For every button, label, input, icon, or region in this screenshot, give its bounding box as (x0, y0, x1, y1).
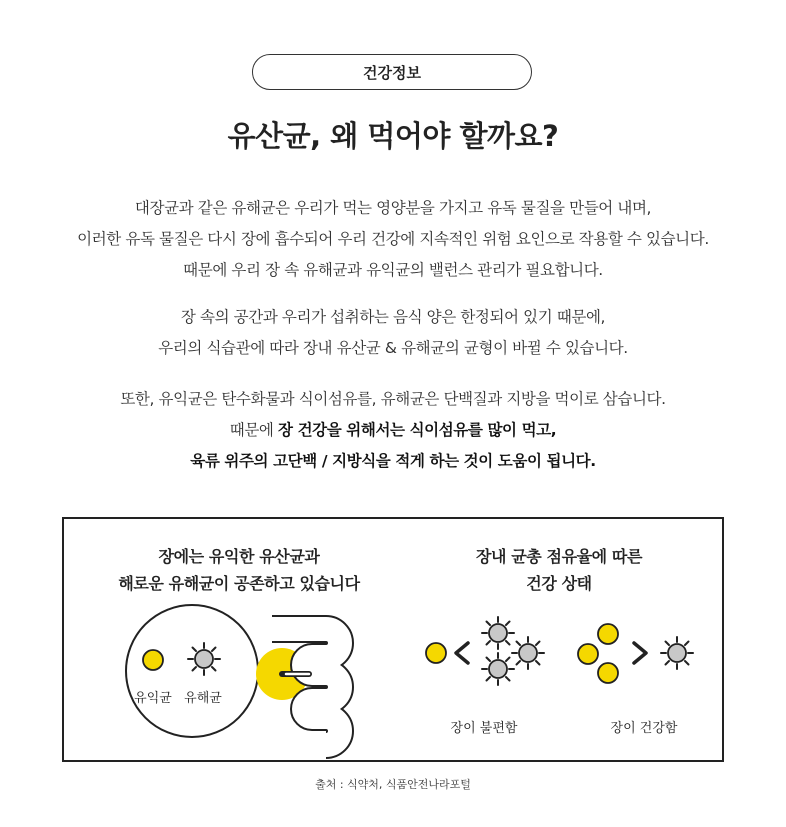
paragraph-line: 장 속의 공간과 우리가 섭취하는 음식 양은 한정되어 있기 때문에, (180, 308, 606, 326)
emphasis-line-1: 때문에 장 건강을 위해서는 식이섬유를 많이 먹고, (229, 421, 557, 439)
unhealthy-label: 장이 불편함 (450, 721, 518, 736)
yellow-dot-icon (426, 643, 446, 663)
yellow-dot-icon (598, 663, 618, 683)
paragraph-2 (0, 302, 786, 364)
paragraph-line: 대장균과 같은 유해균은 우리가 먹는 영양분을 가지고 유독 물질을 만들어 내며, (134, 199, 652, 217)
category-tag: 건강정보 (252, 54, 532, 90)
source-caption: 출처 : 식약처, 식품안전나라포털 (315, 778, 471, 791)
page-title: 유산균, 왜 먹어야 할까요? (227, 119, 559, 153)
paragraph-line: 이러한 유독 물질은 다시 장에 흡수되어 우리 건강에 지속적인 위험 요인으로 작용할 수 있습니다. (77, 230, 709, 248)
paragraph-line: 때문에 우리 장 속 유해균과 유익균의 밸런스 관리가 필요합니다. (183, 261, 603, 279)
sun-shaped-bacteria-icon (482, 617, 544, 685)
diagram-box (62, 517, 724, 762)
yellow-dot-icon (598, 624, 618, 644)
paragraph-line: 우리의 식습관에 따라 장내 유산균 & 유해균의 균형이 바뀔 수 있습니다. (158, 339, 628, 357)
paragraph-line: 또한, 유익균은 탄수화물과 식이섬유를, 유해균은 단백질과 지방을 먹이로 삼습니다. (120, 390, 666, 408)
healthy-label: 장이 건강함 (610, 721, 678, 736)
yellow-dot-icon (578, 644, 598, 664)
paragraph-1 (0, 193, 786, 286)
harmful-label: 유해균 (184, 691, 222, 706)
greater-than-icon (634, 643, 646, 663)
right-diagram-title: 장내 균총 점유율에 따른 건강 상태 (475, 547, 643, 593)
left-diagram-title: 장에는 유익한 유산균과 해로운 유해균이 공존하고 있습니다 (118, 547, 360, 593)
sun-shaped-bacteria-icon (661, 637, 693, 669)
paragraph-3 (0, 384, 786, 477)
beneficial-label: 유익균 (134, 691, 172, 706)
emphasis-line-2: 육류 위주의 고단백 / 지방식을 적게 하는 것이 도움이 됩니다. (190, 452, 596, 470)
less-than-icon (456, 643, 468, 663)
